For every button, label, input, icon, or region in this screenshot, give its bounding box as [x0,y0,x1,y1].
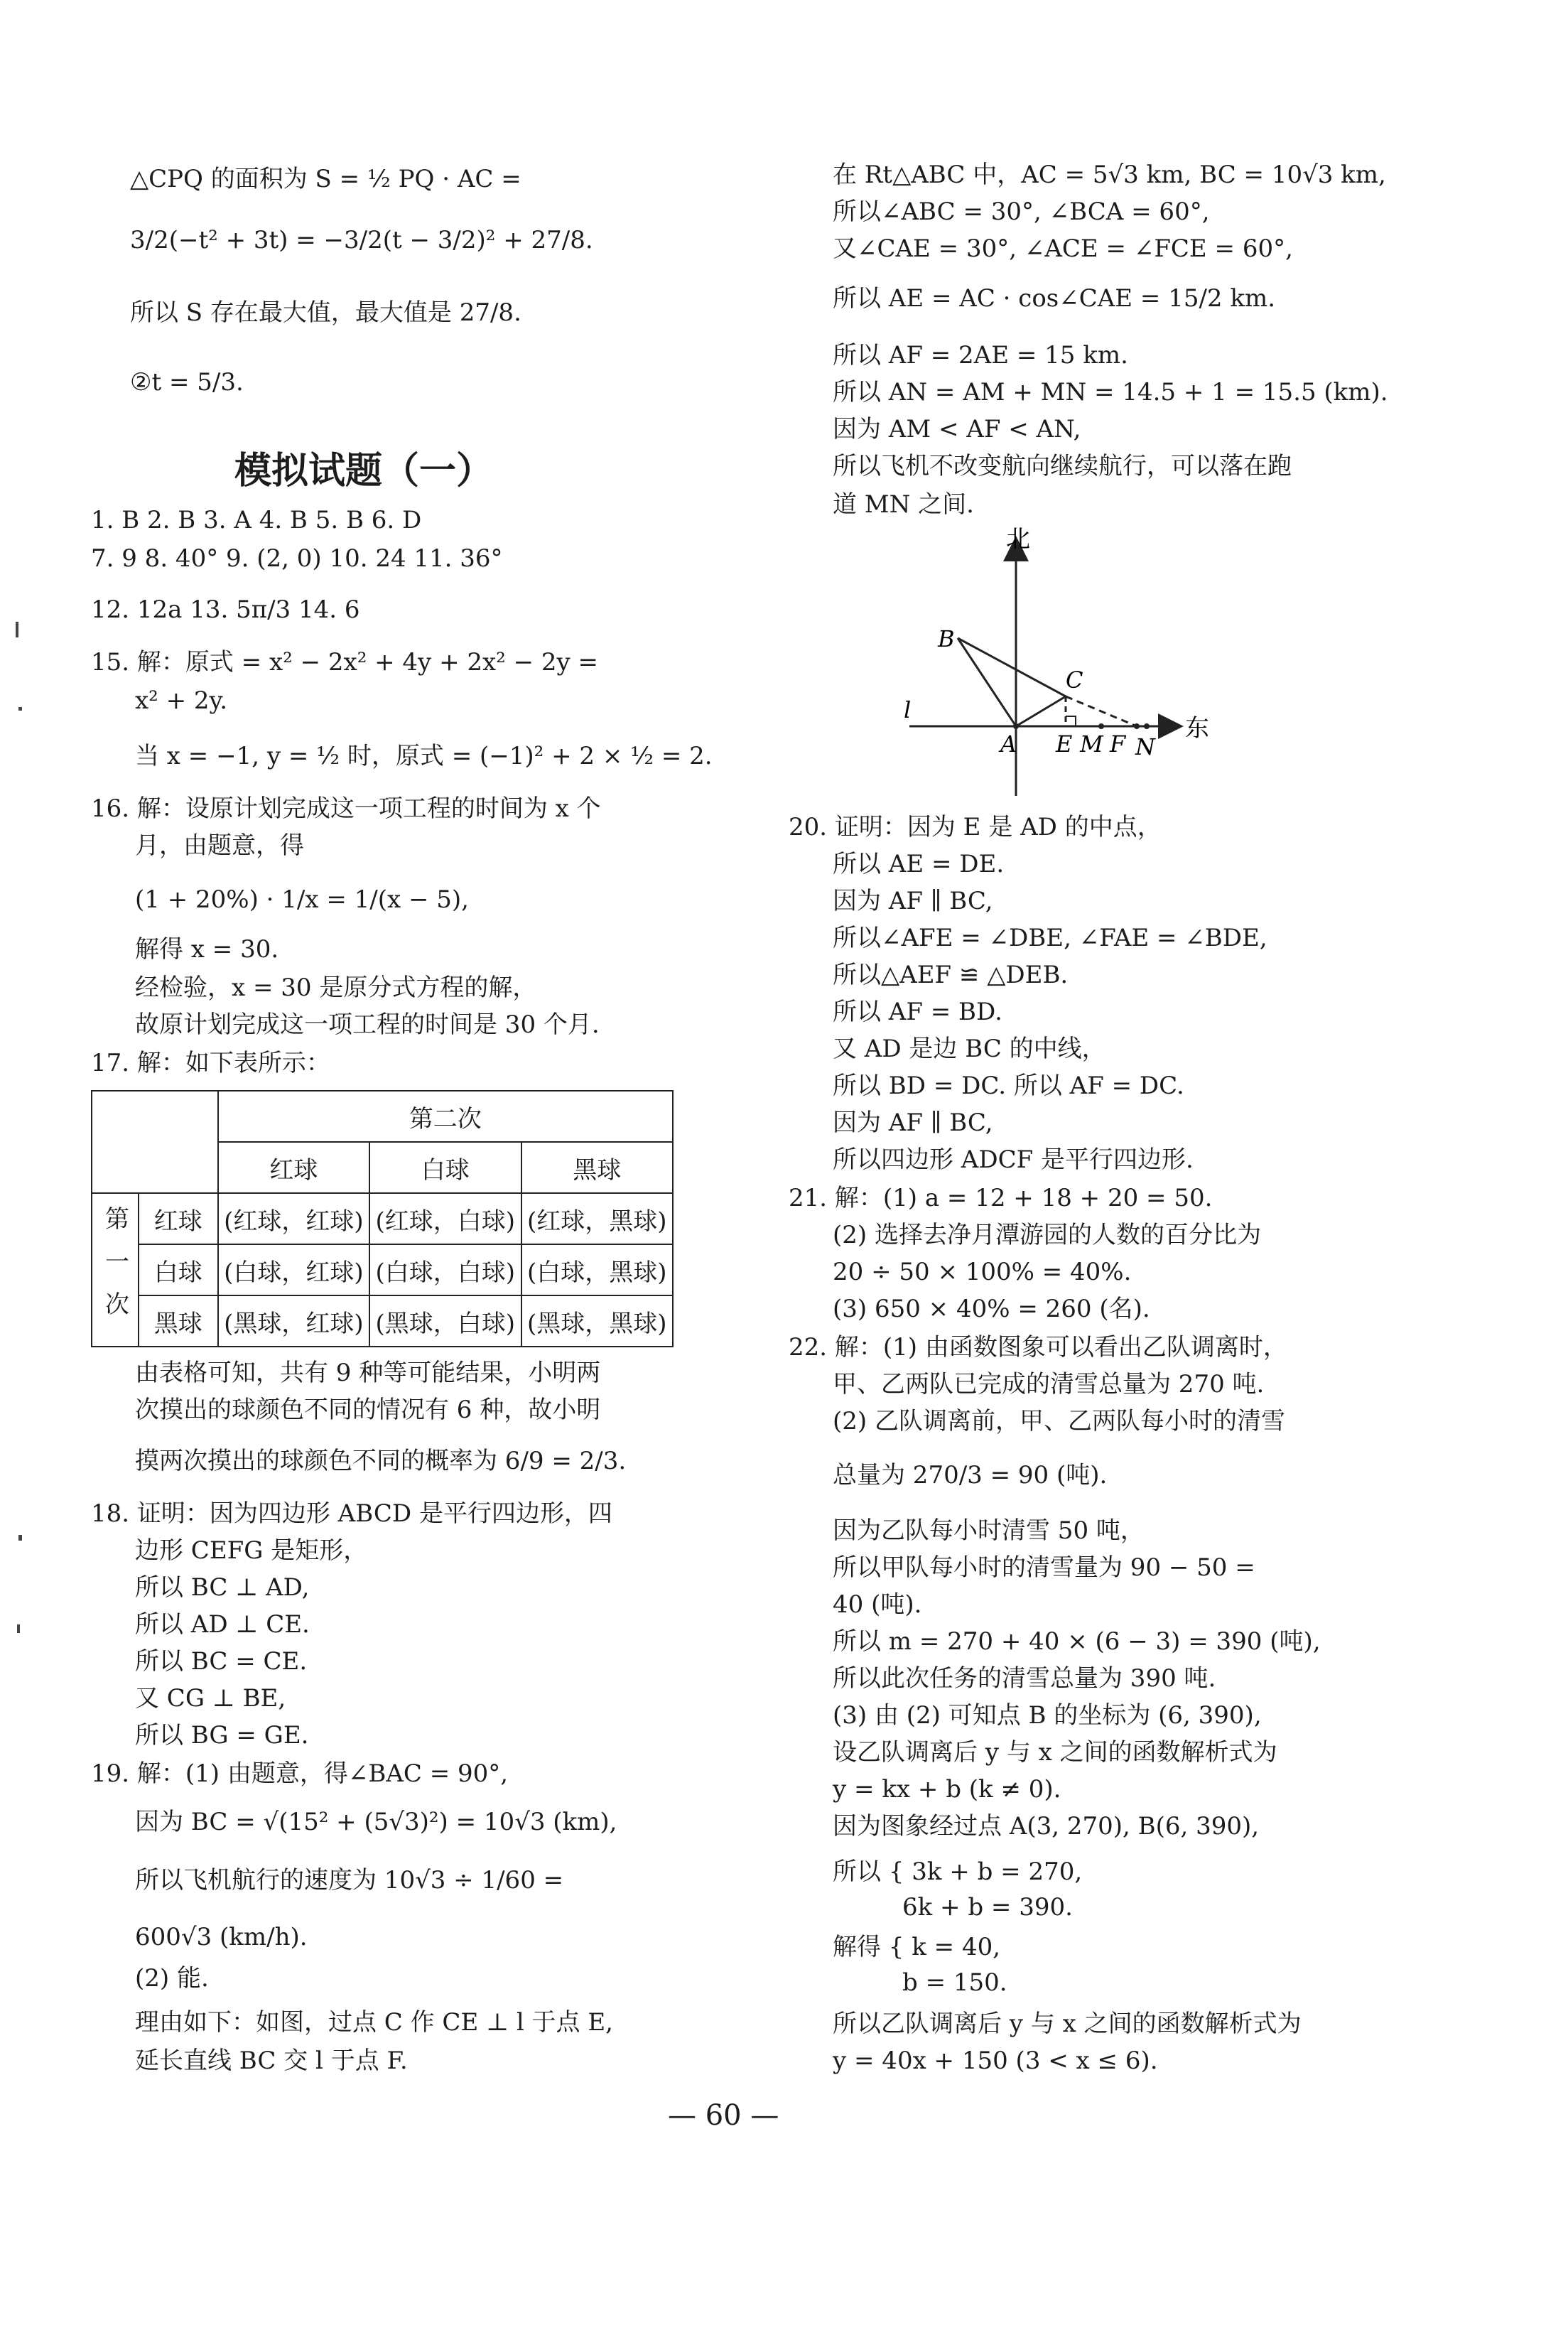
text-line: 摸两次摸出的球颜色不同的概率为 6/9 = 2/3. [135,1447,627,1475]
table-row-label: 红球 [139,1193,218,1244]
text-line: 因为 AF ∥ BC, [833,887,993,915]
table-header-top: 第二次 [218,1091,673,1142]
text-line: 因为图象经过点 A(3, 270), B(6, 390), [833,1812,1260,1840]
text-line: x² + 2y. [135,686,228,715]
label-e: E [1056,731,1073,758]
text-line: 所以 AN = AM + MN = 14.5 + 1 = 15.5 (km). [833,378,1388,406]
text-line: (3) 由 (2) 可知点 B 的坐标为 (6, 390), [833,1701,1262,1730]
table-cell: (白球，黑球) [521,1244,673,1295]
text-line: 所以 AE = AC · cos∠CAE = 15/2 km. [833,284,1276,313]
text-line: 因为 AM < AF < AN, [833,415,1081,443]
outcome-table [91,1090,674,1347]
point-m [1098,723,1104,729]
table-cell: (白球，红球) [218,1244,369,1295]
text-line: 所以此次任务的清雪总量为 390 吨. [833,1664,1216,1693]
table-cell: (红球，黑球) [521,1193,673,1244]
table-row-label: 白球 [139,1244,218,1295]
label-l: l [904,696,912,723]
table-col-header: 红球 [218,1142,369,1193]
system-eq-2: 6k + b = 390. [902,1893,1073,1921]
text-line: 所以 BC = CE. [135,1647,308,1676]
table-col-header: 白球 [369,1142,521,1193]
text-line: 所以 AF = BD. [833,998,1002,1026]
text-line: 所以∠ABC = 30°, ∠BCA = 60°, [833,198,1210,226]
text-line: 15. 解：原式 = x² − 2x² + 4y + 2x² − 2y = [91,648,599,677]
label-east: 东 [1185,714,1209,743]
triangle-abc [958,638,1066,726]
scan-mark [17,1624,20,1633]
text-line: 所以 BG = GE. [135,1721,309,1750]
scan-mark [18,707,22,711]
text-line: 因为 AF ∥ BC, [833,1109,993,1137]
answer-line: 1. B 2. B 3. A 4. B 5. B 6. D [91,506,422,534]
solution-eq-1: 解得 { k = 40, [833,1933,1001,1961]
text-line: 延长直线 BC 交 l 于点 F. [135,2047,408,2075]
system-eq-1: 所以 { 3k + b = 270, [833,1858,1083,1886]
label-b: B [938,625,955,652]
table-cell: (黑球，白球) [369,1295,521,1347]
text-line: 600√3 (km/h). [135,1923,308,1951]
text-line: (2) 能. [135,1964,209,1993]
table-row-group: 第一次 [92,1193,139,1347]
text-line: 所以 BC ⊥ AD, [135,1573,310,1602]
point-n [1144,723,1150,729]
text-line: 解得 x = 30. [135,935,279,964]
text-line: 22. 解：(1) 由函数图象可以看出乙队调离时， [789,1333,1287,1362]
table-corner-cell [92,1091,218,1193]
text-line: 17. 解：如下表所示： [91,1049,330,1077]
text-line: 20. 证明：因为 E 是 AD 的中点， [789,813,1162,841]
text-line: 边形 CEFG 是矩形， [135,1536,368,1565]
label-north: 北 [1006,526,1030,554]
section-title: 模拟试题（一） [234,450,494,492]
text-line: 理由如下：如图，过点 C 作 CE ⊥ l 于点 E, [135,2008,613,2037]
text-line: 经检验，x = 30 是原分式方程的解， [135,974,537,1002]
text-line: 所以△AEF ≌ △DEB. [833,961,1069,989]
text-line: ②t = 5/3. [130,368,244,397]
text-line: y = 40x + 150 (3 < x ≤ 6). [833,2047,1158,2075]
point-a [1013,723,1019,729]
text-line: 月，由题意，得 [135,831,304,860]
answer-line: 7. 9 8. 40° 9. (2, 0) 10. 24 11. 36° [91,544,503,573]
text-line: 18. 证明：因为四边形 ABCD 是平行四边形，四 [91,1499,612,1528]
text-line: 所以 m = 270 + 40 × (6 − 3) = 390 (吨), [833,1627,1321,1656]
text-line: 所以甲队每小时的清雪量为 90 − 50 = [833,1553,1255,1582]
text-line: 在 Rt△ABC 中，AC = 5√3 km, BC = 10√3 km, [833,161,1386,189]
table-cell: (红球，红球) [218,1193,369,1244]
text-line: 由表格可知，共有 9 种等可能结果，小明两 [135,1359,601,1387]
text-line: 所以 BD = DC. 所以 AF = DC. [833,1072,1184,1100]
text-line: 次摸出的球颜色不同的情况有 6 种，故小明 [135,1396,601,1424]
flight-diagram [888,526,1229,810]
table-col-header: 黑球 [521,1142,673,1193]
text-line: (3) 650 × 40% = 260 (名). [833,1295,1150,1323]
text-line: 因为 BC = √(15² + (5√3)²) = 10√3 (km), [135,1808,617,1836]
label-c: C [1066,667,1083,694]
text-line: 总量为 270/3 = 90 (吨). [833,1461,1108,1489]
answer-line: 12. 12a 13. 5π/3 14. 6 [91,595,360,624]
text-line: (2) 选择去净月潭游园的人数的百分比为 [833,1221,1261,1249]
text-line: 道 MN 之间. [833,490,974,519]
text-line: 3/2(−t² + 3t) = −3/2(t − 3/2)² + 27/8. [130,226,593,254]
text-line: 所以∠AFE = ∠DBE, ∠FAE = ∠BDE, [833,924,1267,952]
text-line: 所以 AE = DE. [833,850,1005,878]
text-line: 所以飞机不改变航向继续航行，可以落在跑 [833,452,1292,480]
label-n: N [1135,733,1155,760]
text-line: 故原计划完成这一项工程的时间是 30 个月. [135,1010,600,1039]
text-line: 19. 解：(1) 由题意，得∠BAC = 90°, [91,1759,509,1788]
text-line: 所以 AF = 2AE = 15 km. [833,341,1128,370]
label-m: M [1080,731,1103,758]
text-line: △CPQ 的面积为 S = ½ PQ · AC = [130,165,521,193]
text-line: 20 ÷ 50 × 100% = 40%. [833,1258,1132,1286]
text-line: 40 (吨). [833,1590,922,1619]
text-line: 所以 AD ⊥ CE. [135,1610,310,1639]
text-line: 当 x = −1, y = ½ 时，原式 = (−1)² + 2 × ½ = 2. [135,742,713,770]
table-cell: (白球，白球) [369,1244,521,1295]
text-line: 所以四边形 ADCF 是平行四边形. [833,1146,1194,1174]
text-line: 因为乙队每小时清雪 50 吨， [833,1516,1145,1545]
table-cell: (黑球，黑球) [521,1295,673,1347]
page-number: — 60 — [668,2099,779,2132]
text-line: 所以乙队调离后 y 与 x 之间的函数解析式为 [833,2010,1302,2038]
scan-mark [16,622,18,637]
text-line: 16. 解：设原计划完成这一项工程的时间为 x 个 [91,794,601,823]
text-line: 所以 S 存在最大值，最大值是 27/8. [130,298,521,327]
text-line: 又∠CAE = 30°, ∠ACE = ∠FCE = 60°, [833,235,1293,263]
right-angle-mark [1066,716,1076,726]
text-line: y = kx + b (k ≠ 0). [833,1775,1061,1804]
point-f [1134,723,1140,729]
table-cell: (红球，白球) [369,1193,521,1244]
text-line: 又 AD 是边 BC 的中线， [833,1035,1106,1063]
text-line: (1 + 20%) · 1/x = 1/(x − 5), [135,885,469,914]
text-line: 21. 解：(1) a = 12 + 18 + 20 = 50. [789,1184,1213,1212]
label-a: A [1000,731,1017,758]
text-line: (2) 乙队调离前，甲、乙两队每小时的清雪 [833,1407,1285,1435]
table-cell: (黑球，红球) [218,1295,369,1347]
label-f: F [1110,731,1126,758]
text-line: 甲、乙两队已完成的清雪总量为 270 吨. [833,1370,1265,1398]
text-line: 又 CG ⊥ BE, [135,1684,286,1713]
solution-eq-2: b = 150. [902,1968,1007,1997]
table-row-label: 黑球 [139,1295,218,1347]
text-line: 设乙队调离后 y 与 x 之间的函数解析式为 [833,1738,1277,1767]
text-line: 所以飞机航行的速度为 10√3 ÷ 1/60 = [135,1866,564,1894]
scan-mark [18,1535,22,1541]
